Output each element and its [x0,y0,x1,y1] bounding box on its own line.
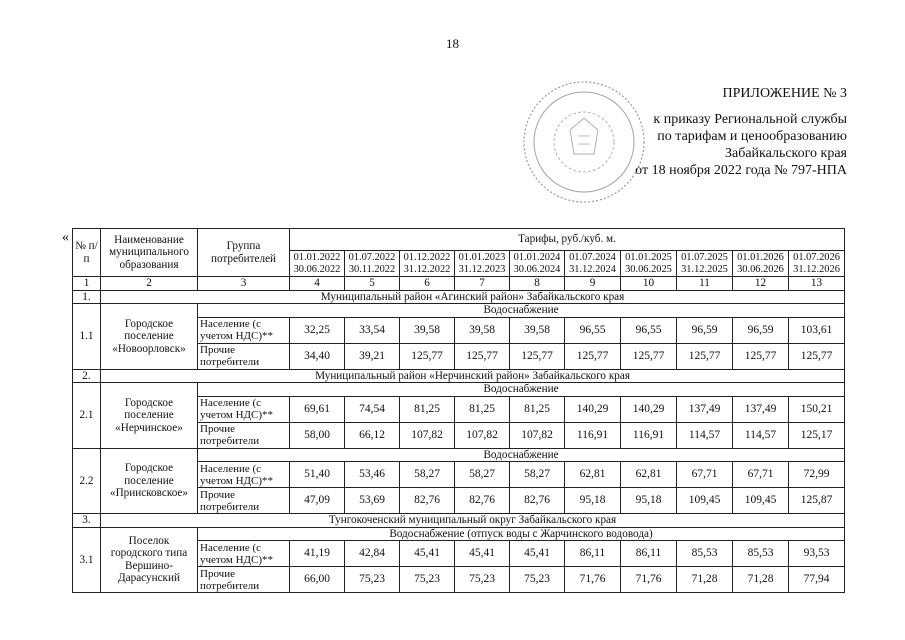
service-name: Водоснабжение (отпуск воды с Жарчинского водовода) [198,527,845,541]
tariff-value: 96,59 [677,317,733,343]
tariff-value: 32,25 [290,317,345,343]
tariff-value: 137,49 [733,396,789,422]
service-row [73,448,845,462]
tariff-value: 96,55 [565,317,621,343]
section-title: Муниципальный район «Агинский район» Забайкальского края [101,290,845,304]
section-row [73,369,845,383]
tariff-value: 58,27 [400,462,455,488]
tariff-value: 125,77 [621,343,677,369]
consumer-group: Прочие потребители [198,343,290,369]
block-num: 1.1 [73,304,101,370]
tariff-value: 75,23 [510,567,565,593]
tariff-value: 71,76 [621,567,677,593]
appendix-header [547,85,847,179]
tariff-value: 125,17 [789,422,845,448]
consumer-group: Прочие потребители [198,567,290,593]
period-start: 01.07.2024 [569,251,616,263]
tariff-value: 67,71 [677,462,733,488]
tariff-value: 96,59 [733,317,789,343]
period-start: 01.01.2024 [513,251,561,263]
column-index: 10 [621,277,677,291]
tariff-value: 86,11 [565,541,621,567]
period-start: 01.12.2022 [403,251,451,263]
tariff-value: 96,55 [621,317,677,343]
tariff-value: 82,76 [510,488,565,514]
tariff-value: 66,12 [345,422,400,448]
tariff-value: 77,94 [789,567,845,593]
block-num: 3.1 [73,527,101,593]
tariff-value: 125,77 [400,343,455,369]
tariff-value: 125,77 [677,343,733,369]
column-index: 12 [733,277,789,291]
tariff-value: 95,18 [621,488,677,514]
tariff-value: 62,81 [621,462,677,488]
section-title: Муниципальный район «Нерчинский район» Забайкальского края [101,369,845,383]
tariff-value: 85,53 [733,541,789,567]
service-row [73,383,845,397]
tariff-value: 125,87 [789,488,845,514]
header-period [733,251,789,277]
column-index: 5 [345,277,400,291]
tariff-value: 75,23 [345,567,400,593]
period-end: 30.11.2022 [348,263,396,275]
tariff-value: 51,40 [290,462,345,488]
tariff-value: 53,46 [345,462,400,488]
tariff-value: 34,40 [290,343,345,369]
period-end: 30.06.2022 [293,263,341,275]
tariff-value: 66,00 [290,567,345,593]
period-end: 31.12.2025 [681,263,728,275]
column-index: 3 [198,277,290,291]
consumer-group: Прочие потребители [198,488,290,514]
tariff-value: 45,41 [510,541,565,567]
tariff-value: 62,81 [565,462,621,488]
block-num: 2.2 [73,448,101,514]
column-index: 9 [565,277,621,291]
period-end: 31.12.2024 [569,263,616,275]
consumer-group: Население (с учетом НДС)** [198,462,290,488]
tariff-value: 72,99 [789,462,845,488]
appendix-line: по тарифам и ценообразованию [657,129,847,144]
header-period [789,251,845,277]
column-index: 7 [455,277,510,291]
period-start: 01.07.2025 [681,251,728,263]
tariff-value: 81,25 [455,396,510,422]
tariff-value: 71,28 [677,567,733,593]
appendix-line: Забайкальского края [724,146,847,161]
tariff-value: 150,21 [789,396,845,422]
tariff-value: 74,54 [345,396,400,422]
block-num: 2.1 [73,383,101,449]
tariff-value: 125,77 [510,343,565,369]
section-num: 2. [73,369,101,383]
section-title: Тунгокоченский муниципальный округ Забайкальского края [101,514,845,528]
service-name: Водоснабжение [198,304,845,318]
column-index: 13 [789,277,845,291]
tariff-value: 53,69 [345,488,400,514]
tariff-value: 114,57 [677,422,733,448]
appendix-line: к приказу Региональной службы [653,112,847,127]
tariff-value: 75,23 [455,567,510,593]
tariff-value: 81,25 [510,396,565,422]
consumer-group: Население (с учетом НДС)** [198,396,290,422]
tariff-value: 81,25 [400,396,455,422]
section-num: 3. [73,514,101,528]
service-name: Водоснабжение [198,448,845,462]
tariff-value: 140,29 [621,396,677,422]
appendix-title: ПРИЛОЖЕНИЕ № 3 [722,86,847,101]
period-start: 01.01.2022 [293,251,341,263]
tariff-value: 75,23 [400,567,455,593]
tariff-value: 67,71 [733,462,789,488]
header-period [510,251,565,277]
header-period [290,251,345,277]
period-end: 30.06.2024 [513,263,561,275]
tariff-value: 109,45 [733,488,789,514]
section-num: 1. [73,290,101,304]
header-period [621,251,677,277]
tariff-value: 69,61 [290,396,345,422]
tariff-value: 116,91 [565,422,621,448]
tariff-value: 125,77 [455,343,510,369]
tariff-value: 33,54 [345,317,400,343]
tariff-value: 114,57 [733,422,789,448]
column-index: 1 [73,277,101,291]
section-row [73,514,845,528]
tariff-value: 116,91 [621,422,677,448]
tariff-value: 41,19 [290,541,345,567]
tariff-value: 109,45 [677,488,733,514]
service-name: Водоснабжение [198,383,845,397]
column-index: 2 [101,277,198,291]
tariff-value: 82,76 [400,488,455,514]
column-index: 4 [290,277,345,291]
consumer-group: Население (с учетом НДС)** [198,541,290,567]
consumer-group: Прочие потребители [198,422,290,448]
header-period [455,251,510,277]
header-period [565,251,621,277]
tariff-value: 86,11 [621,541,677,567]
tariff-value: 58,27 [510,462,565,488]
header-group: Группа потребителей [198,229,290,277]
municipality-name: Поселок городского типа Вершино-Дарасунский [101,527,198,593]
appendix-line: от 18 ноября 2022 года № 797-НПА [635,163,847,178]
tariff-value: 82,76 [455,488,510,514]
tariff-value: 107,82 [400,422,455,448]
service-row [73,527,845,541]
tariff-value: 107,82 [510,422,565,448]
service-row [73,304,845,318]
tariff-value: 125,77 [733,343,789,369]
header-tariffs: Тарифы, руб./куб. м. [290,229,845,251]
tariff-value: 39,21 [345,343,400,369]
tariff-value: 95,18 [565,488,621,514]
tariff-value: 58,27 [455,462,510,488]
period-end: 31.12.2026 [793,263,840,275]
tariff-value: 85,53 [677,541,733,567]
period-start: 01.07.2026 [793,251,840,263]
municipality-name: Городское поселение «Новоорловск» [101,304,198,370]
consumer-group: Население (с учетом НДС)** [198,317,290,343]
period-end: 30.06.2025 [625,263,672,275]
tariff-value: 47,09 [290,488,345,514]
period-end: 30.06.2026 [737,263,784,275]
column-index: 11 [677,277,733,291]
period-start: 01.07.2022 [348,251,396,263]
period-end: 31.12.2022 [403,263,451,275]
tariff-value: 58,00 [290,422,345,448]
header-municipality: Наименование муниципального образования [101,229,198,277]
tariff-table [72,228,845,593]
opening-quote: « [62,230,69,245]
period-start: 01.01.2026 [737,251,784,263]
tariff-value: 45,41 [455,541,510,567]
municipality-name: Городское поселение «Нерчинское» [101,383,198,449]
column-index: 6 [400,277,455,291]
header-period [677,251,733,277]
tariff-value: 107,82 [455,422,510,448]
tariff-value: 71,28 [733,567,789,593]
tariff-value: 42,84 [345,541,400,567]
tariff-value: 93,53 [789,541,845,567]
period-start: 01.01.2023 [458,251,506,263]
tariff-value: 137,49 [677,396,733,422]
tariff-value: 45,41 [400,541,455,567]
municipality-name: Городское поселение «Приисковское» [101,448,198,514]
page-number: 18 [446,36,459,51]
tariff-value: 103,61 [789,317,845,343]
section-row [73,290,845,304]
period-end: 31.12.2023 [458,263,506,275]
header-num: № п/п [73,229,101,277]
column-index-row [73,277,845,291]
header-period [400,251,455,277]
header-period [345,251,400,277]
tariff-value: 39,58 [455,317,510,343]
tariff-value: 125,77 [789,343,845,369]
tariff-value: 39,58 [400,317,455,343]
tariff-value: 125,77 [565,343,621,369]
tariff-value: 140,29 [565,396,621,422]
column-index: 8 [510,277,565,291]
period-start: 01.01.2025 [625,251,672,263]
tariff-value: 71,76 [565,567,621,593]
tariff-value: 39,58 [510,317,565,343]
